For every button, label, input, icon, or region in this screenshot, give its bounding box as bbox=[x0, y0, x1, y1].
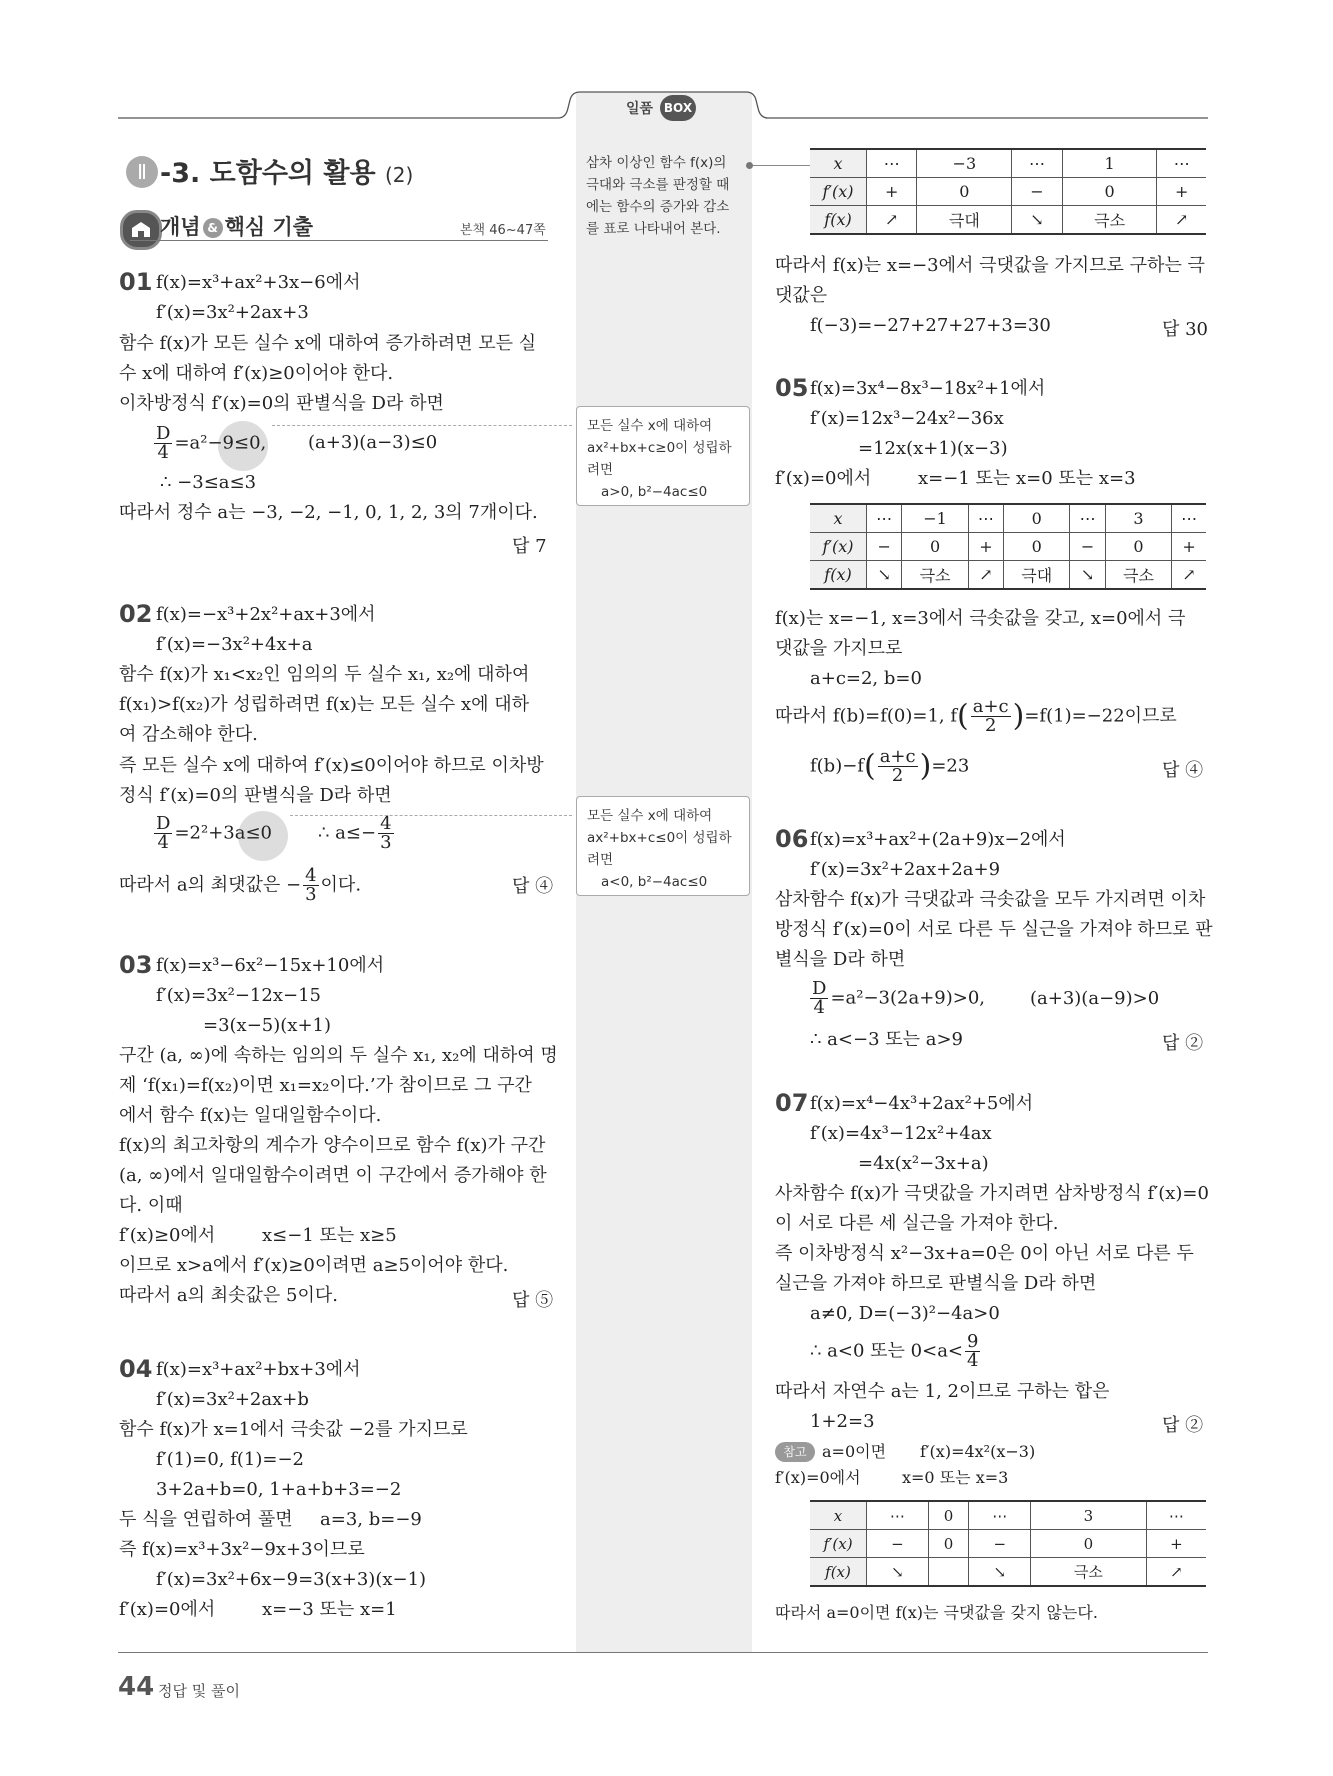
table-cell: + bbox=[1146, 1530, 1206, 1558]
variation-table bbox=[810, 1500, 1206, 1587]
section-rule bbox=[130, 240, 548, 241]
table-cell: ↘ bbox=[969, 1558, 1031, 1587]
math-line: =4x(x²−3x+a) bbox=[858, 1153, 989, 1174]
text-line: 함수 f(x)가 x₁<x₂인 임의의 두 실수 x₁, x₂에 대하여 bbox=[119, 664, 530, 685]
text-line: 함수 f(x)가 x=1에서 극솟값 −2를 가지므로 bbox=[119, 1419, 468, 1440]
math-line: a=3, b=−9 bbox=[320, 1509, 422, 1530]
math-line: f′(x)=3x²−12x−15 bbox=[156, 985, 321, 1006]
table-cell: ⋯ bbox=[867, 149, 917, 178]
text-line: 댓값은 bbox=[775, 285, 828, 306]
problem-number: 05 bbox=[775, 374, 809, 402]
math-line: a+c=2, b=0 bbox=[810, 668, 922, 689]
table-cell: ↘ bbox=[867, 561, 902, 590]
text-line: 이므로 x>a에서 f′(x)≥0이려면 a≥5이어야 한다. bbox=[119, 1255, 509, 1276]
math-line: f′(x)=0에서 bbox=[775, 468, 872, 489]
math-line: $\frac{D}{4}$ =a²−3(2a+9)>0, bbox=[812, 978, 986, 1018]
table-cell: 극대 bbox=[1004, 561, 1070, 590]
answer: 답 ② bbox=[1162, 1033, 1204, 1054]
math-line: x=0 또는 x=3 bbox=[902, 1468, 1009, 1487]
table-cell: ⋯ bbox=[969, 1501, 1031, 1530]
sidebar-box: 모든 실수 x에 대하여 ax²+bx+c≥0이 성립하 려면 a>0, b²−4ac≤0 bbox=[576, 406, 750, 506]
math-line: $\frac{D}{4}$ =2²+3a≤0 bbox=[156, 813, 272, 853]
text-line: 따라서 a=0이면 f(x)는 극댓값을 갖지 않는다. bbox=[775, 1603, 1098, 1622]
table-cell: 0 bbox=[928, 1530, 969, 1558]
table-cell: 0 bbox=[902, 533, 968, 561]
table-row bbox=[810, 561, 1206, 590]
text-line: 즉 이차방정식 x²−3x+a=0은 0이 아닌 서로 다른 두 bbox=[775, 1243, 1194, 1264]
table-cell: −1 bbox=[902, 504, 968, 533]
table-cell bbox=[928, 1558, 969, 1587]
table-cell: 0 bbox=[917, 178, 1012, 206]
problem-number: 06 bbox=[775, 825, 809, 853]
math-line: ∴ a<0 또는 0<a< $\frac{9}{4}$ bbox=[810, 1331, 979, 1371]
table-cell: + bbox=[1172, 533, 1206, 561]
table-cell: ↘ bbox=[1012, 206, 1062, 235]
table-row bbox=[810, 533, 1206, 561]
table-row bbox=[810, 178, 1206, 206]
table-cell: ⋯ bbox=[1146, 1501, 1206, 1530]
text-line: 여 감소해야 한다. bbox=[119, 724, 258, 745]
book-ref: 본책 46~47쪽 bbox=[460, 223, 546, 238]
section-icon bbox=[120, 210, 162, 250]
table-cell: 0 bbox=[1004, 504, 1070, 533]
table-cell: x bbox=[810, 504, 867, 533]
text-line: 다. 이때 bbox=[119, 1195, 183, 1216]
problem-number: 01 bbox=[119, 268, 153, 296]
math-line: 1+2=3 bbox=[810, 1411, 875, 1432]
text-line: 따라서 정수 a는 −3, −2, −1, 0, 1, 2, 3의 7개이다. bbox=[119, 502, 538, 523]
sidebar-note: 삼차 이상인 함수 f(x)의 극대와 극소를 판정할 때 에는 함수의 증가와 감소 를 표로 나타내어 본다. bbox=[586, 155, 730, 237]
table-row bbox=[810, 206, 1206, 235]
table-cell: 0 bbox=[1105, 533, 1171, 561]
section-title: 개념 & 핵심 기출 bbox=[160, 215, 314, 239]
table-cell: − bbox=[1012, 178, 1062, 206]
problem-number: 04 bbox=[119, 1355, 153, 1383]
table-cell: ⋯ bbox=[1172, 504, 1206, 533]
math-line: f(x)=3x⁴−8x³−18x²+1에서 bbox=[810, 378, 1046, 399]
answer: 답 30 bbox=[1162, 319, 1209, 340]
text-line: 즉 f(x)=x³+3x²−9x+3이므로 bbox=[119, 1539, 365, 1560]
math-line: ∴ −3≤a≤3 bbox=[160, 472, 257, 493]
table-cell: 0 bbox=[1004, 533, 1070, 561]
problem-number: 07 bbox=[775, 1089, 809, 1117]
math-line: f(b)−f( $\frac{a+c}{2}$ )=23 bbox=[810, 746, 970, 786]
text-line: (a, ∞)에서 일대일함수이려면 이 구간에서 증가해야 한 bbox=[119, 1165, 547, 1186]
chapter-roman: Ⅱ bbox=[126, 156, 158, 188]
footer-rule bbox=[118, 1652, 1208, 1653]
table-cell: ↗ bbox=[1146, 1558, 1206, 1587]
text-line: 별식을 D라 하면 bbox=[775, 949, 906, 970]
text-line: 이차방정식 f′(x)=0의 판별식을 D라 하면 bbox=[119, 393, 444, 414]
table-cell: ⋯ bbox=[1070, 504, 1105, 533]
table-cell: f(x) bbox=[810, 561, 867, 590]
text-line: 따라서 f(x)는 x=−3에서 극댓값을 가지므로 구하는 극 bbox=[775, 255, 1205, 276]
math-line: f′(x)=−3x²+4x+a bbox=[156, 634, 313, 655]
problem-number: 02 bbox=[119, 600, 153, 628]
text-line: 따라서 a의 최댓값은 − $\frac{4}{3}$ 이다. bbox=[119, 865, 362, 905]
math-line: =12x(x+1)(x−3) bbox=[858, 438, 1008, 459]
table-cell: ↗ bbox=[1172, 561, 1206, 590]
table-cell: −3 bbox=[917, 149, 1012, 178]
math-line: f(x)=x³−6x²−15x+10에서 bbox=[156, 955, 385, 976]
connector-dot bbox=[746, 162, 753, 169]
table-cell: ⋯ bbox=[1157, 149, 1206, 178]
answer: 답 ④ bbox=[1162, 760, 1204, 781]
text-line: f(x)는 x=−1, x=3에서 극솟값을 갖고, x=0에서 극 bbox=[775, 608, 1186, 629]
table-cell: 1 bbox=[1062, 149, 1157, 178]
math-line: f′(x)=4x²(x−3) bbox=[920, 1442, 1036, 1461]
text-line: 따라서 자연수 a는 1, 2이므로 구하는 합은 bbox=[775, 1381, 1110, 1402]
table-row bbox=[810, 1558, 1206, 1587]
badge-word: 일품 bbox=[626, 101, 654, 117]
dashed-leader bbox=[272, 425, 572, 426]
math-line: f′(x)=3x²+6x−9=3(x+3)(x−1) bbox=[156, 1569, 427, 1590]
table-cell: ⋯ bbox=[867, 504, 902, 533]
table-cell: ⋯ bbox=[968, 504, 1003, 533]
table-cell: ↗ bbox=[1157, 206, 1206, 235]
table-cell: 0 bbox=[928, 1501, 969, 1530]
footer-label: 정답 및 풀이 bbox=[158, 1682, 240, 1700]
table-cell: + bbox=[1157, 178, 1206, 206]
text-line: 사차함수 f(x)가 극댓값을 가지려면 삼차방정식 f′(x)=0 bbox=[775, 1183, 1209, 1204]
text-line: f(x)의 최고차항의 계수가 양수이므로 함수 f(x)가 구간 bbox=[119, 1135, 546, 1156]
page-number: 44 bbox=[118, 1672, 155, 1702]
text-line: 정식 f′(x)=0의 판별식을 D라 하면 bbox=[119, 785, 392, 806]
table-cell: 극소 bbox=[1031, 1558, 1147, 1587]
text-line: 방정식 f′(x)=0이 서로 다른 두 실근을 가져야 하므로 판 bbox=[775, 919, 1213, 940]
math-line: f′(x)=0에서 bbox=[775, 1468, 861, 1487]
sidebar-box: 모든 실수 x에 대하여 ax²+bx+c≤0이 성립하 려면 a<0, b²−4ac≤0 bbox=[576, 796, 750, 896]
text-line: 에서 함수 f(x)는 일대일함수이다. bbox=[119, 1105, 382, 1126]
math-line: 따라서 f(b)=f(0)=1, f( $\frac{a+c}{2}$ )=f(1)=−22이므로 bbox=[775, 696, 1177, 736]
text-line: f(x₁)>f(x₂)가 성립하려면 f(x)는 모든 실수 x에 대하 bbox=[119, 694, 530, 715]
math-line: $\frac{D}{4}$ =a²−9≤0, bbox=[156, 423, 267, 463]
text-line: 즉 모든 실수 x에 대하여 f′(x)≤0이어야 하므로 이차방 bbox=[119, 755, 544, 776]
text-line: 두 식을 연립하여 풀면 bbox=[119, 1509, 293, 1530]
table-cell: x bbox=[810, 1501, 867, 1530]
answer: 답 ② bbox=[1162, 1415, 1204, 1436]
math-line: f(−3)=−27+27+27+3=30 bbox=[810, 315, 1051, 336]
math-line: f′(x)=3x²+2ax+b bbox=[156, 1389, 309, 1410]
badge-box: BOX bbox=[660, 95, 696, 121]
table-row bbox=[810, 504, 1206, 533]
table-cell: − bbox=[969, 1530, 1031, 1558]
math-line: x=−1 또는 x=0 또는 x=3 bbox=[918, 468, 1136, 489]
math-line: ∴ a≤− $\frac{4}{3}$ bbox=[318, 813, 392, 853]
table-cell: ⋯ bbox=[867, 1501, 929, 1530]
math-line: (a+3)(a−3)≤0 bbox=[308, 432, 438, 453]
table-row bbox=[810, 149, 1206, 178]
math-line: f(x)=−x³+2x²+ax+3에서 bbox=[156, 604, 376, 625]
table-cell: x bbox=[810, 149, 867, 178]
problem-number: 03 bbox=[119, 951, 153, 979]
text-line: 함수 f(x)가 모든 실수 x에 대하여 증가하려면 모든 실 bbox=[119, 333, 537, 354]
math-line: x=−3 또는 x=1 bbox=[262, 1599, 397, 1620]
table-cell: − bbox=[867, 533, 902, 561]
table-cell: − bbox=[1070, 533, 1105, 561]
variation-table bbox=[810, 148, 1206, 235]
text-line: 이 서로 다른 세 실근을 가져야 한다. bbox=[775, 1213, 1059, 1234]
answer: 답 ④ bbox=[512, 876, 554, 897]
math-line: f(x)=x³+ax²+bx+3에서 bbox=[156, 1359, 361, 1380]
text-line: 삼차함수 f(x)가 극댓값과 극솟값을 모두 가지려면 이차 bbox=[775, 889, 1206, 910]
math-line: a=0이면 bbox=[822, 1442, 887, 1461]
table-cell: 극소 bbox=[902, 561, 968, 590]
table-cell: − bbox=[867, 1530, 929, 1558]
math-line: f′(x)=12x³−24x²−36x bbox=[810, 408, 1004, 429]
table-cell: 0 bbox=[1031, 1530, 1147, 1558]
table-cell: ⋯ bbox=[1012, 149, 1062, 178]
math-line: 3+2a+b=0, 1+a+b+3=−2 bbox=[156, 1479, 402, 1500]
text-line: 수 x에 대하여 f′(x)≥0이어야 한다. bbox=[119, 363, 394, 384]
table-cell: ↗ bbox=[968, 561, 1003, 590]
math-line: f′(1)=0, f(1)=−2 bbox=[156, 1449, 304, 1470]
note-tag: 참고 bbox=[775, 1442, 815, 1462]
math-line: f′(x)=4x³−12x²+4ax bbox=[810, 1123, 992, 1144]
table-cell: 극대 bbox=[917, 206, 1012, 235]
text-line: 따라서 a의 최솟값은 5이다. bbox=[119, 1285, 338, 1306]
table-cell: f′(x) bbox=[810, 178, 867, 206]
chapter-title: -3. 도함수의 활용 (2) bbox=[160, 158, 414, 189]
table-cell: 극소 bbox=[1105, 561, 1171, 590]
table-row bbox=[810, 1530, 1206, 1558]
math-line: (a+3)(a−9)>0 bbox=[1030, 988, 1160, 1009]
answer: 답 7 bbox=[512, 536, 547, 557]
table-cell: f′(x) bbox=[810, 533, 867, 561]
math-line: f′(x)=3x²+2ax+2a+9 bbox=[810, 859, 1001, 880]
table-cell: + bbox=[867, 178, 917, 206]
text-line: 실근을 가져야 하므로 판별식을 D라 하면 bbox=[775, 1273, 1097, 1294]
table-cell: f(x) bbox=[810, 1558, 867, 1587]
math-line: f(x)=x³+ax²+(2a+9)x−2에서 bbox=[810, 829, 1066, 850]
table-cell: f(x) bbox=[810, 206, 867, 235]
answer: 답 ⑤ bbox=[512, 1290, 554, 1311]
table-cell: ↘ bbox=[867, 1558, 929, 1587]
table-cell: f′(x) bbox=[810, 1530, 867, 1558]
sidebar-note-connector bbox=[750, 165, 810, 166]
dashed-leader bbox=[290, 815, 572, 816]
math-line: f(x)=x³+ax²+3x−6에서 bbox=[156, 272, 361, 293]
table-cell: ↗ bbox=[867, 206, 917, 235]
table-cell: 3 bbox=[1105, 504, 1171, 533]
text-line: 댓값을 가지므로 bbox=[775, 638, 903, 659]
table-cell: ↘ bbox=[1070, 561, 1105, 590]
text-line: 구간 (a, ∞)에 속하는 임의의 두 실수 x₁, x₂에 대하여 명 bbox=[119, 1045, 558, 1066]
table-cell: 0 bbox=[1062, 178, 1157, 206]
math-line: f′(x)≥0에서 bbox=[119, 1225, 216, 1246]
table-row bbox=[810, 1501, 1206, 1530]
text-line: 제 ‘f(x₁)=f(x₂)이면 x₁=x₂이다.’가 참이므로 그 구간 bbox=[119, 1075, 532, 1096]
table-cell: 극소 bbox=[1062, 206, 1157, 235]
variation-table bbox=[810, 503, 1206, 590]
math-line: x≤−1 또는 x≥5 bbox=[262, 1225, 397, 1246]
math-line: a≠0, D=(−3)²−4a>0 bbox=[810, 1303, 1000, 1324]
math-line: f(x)=x⁴−4x³+2ax²+5에서 bbox=[810, 1093, 1034, 1114]
math-line: f′(x)=0에서 bbox=[119, 1599, 216, 1620]
math-line: f′(x)=3x²+2ax+3 bbox=[156, 302, 309, 323]
table-cell: 3 bbox=[1031, 1501, 1147, 1530]
math-line: ∴ a<−3 또는 a>9 bbox=[810, 1029, 964, 1050]
math-line: =3(x−5)(x+1) bbox=[203, 1015, 331, 1036]
table-cell: + bbox=[968, 533, 1003, 561]
